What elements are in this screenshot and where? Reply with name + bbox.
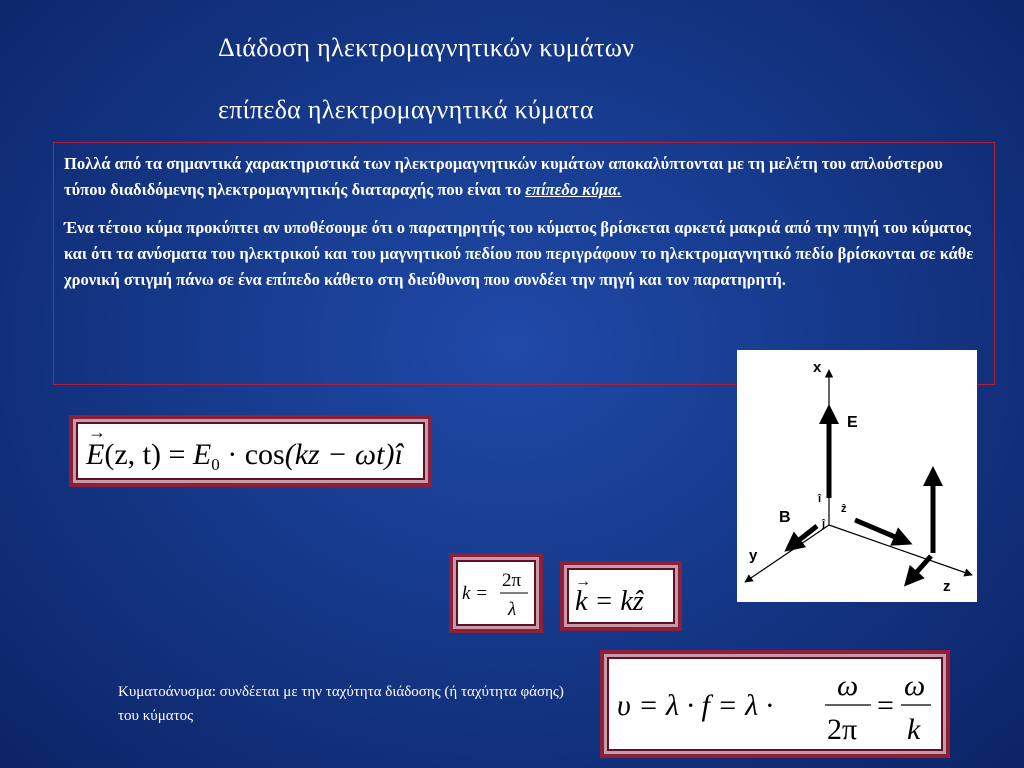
wave-vector-equation	[560, 561, 682, 631]
description-textbox	[53, 142, 995, 385]
eq-e-args: (z, t) =	[104, 438, 193, 471]
svg-text:E(z, t) = E0 · cos(kz − ωt)î	[85, 438, 404, 474]
eq-e-unit: î	[394, 438, 403, 471]
phase-velocity-equation	[600, 650, 950, 758]
unit-j-label: ĵ	[822, 518, 826, 530]
em-wave-axes-diagram	[737, 350, 977, 602]
wavenumber-equation	[449, 553, 543, 633]
propagation-arrow	[855, 520, 907, 542]
eq-v-frac2-num: ω	[904, 669, 926, 702]
eq-kvec-unit: ẑ	[632, 586, 644, 617]
axis-x-label: x	[813, 359, 822, 376]
field-b-label: B	[779, 509, 791, 526]
unit-i-label: î	[818, 493, 822, 505]
electric-field-equation	[69, 415, 432, 487]
eq-k-den: λ	[508, 599, 517, 620]
paragraph-plane-wave-text: Πολλά από τα σημαντικά χαρακτηριστικά των ηλεκτρομαγνητικών κυμάτων αποκαλύπτονται με τη μελέτη του απλούστερου τύπου διαδιδόμενης ηλεκτρομαγνητικής διαταραχής που είναι το	[64, 154, 943, 199]
eq-v-frac2-den: k	[907, 713, 921, 746]
eq-e-amp: E	[192, 438, 212, 471]
paragraph-observer: Ένα τέτοιο κύμα προκύπτει αν υποθέσουμε ότι ο παρατηρητής του κύματος βρίσκεται αρκετά μακριά από την πηγή του κύματος και ότι τα ανύσματα του ηλεκτρικού και του μαγνητικού πεδίου που περιγράφουν το ηλεκτρομαγνητικό πεδίο βρίσκονται σε κάθε χρονική στιγμή πάνω σε ένα επίπεδο κάθετο στη διεύθυνση που συνδέει την πηγή και τον παρατηρητή.	[64, 218, 974, 289]
slide-title: Διάδοση ηλεκτρομαγνητικών κυμάτων	[218, 33, 635, 62]
eq-e-phase: (kz − ωt)	[284, 438, 395, 471]
z-axis-line	[829, 525, 972, 575]
axis-y-label: y	[749, 547, 758, 564]
eq-k-num: 2π	[502, 570, 522, 591]
svg-text:k = kẑ	[575, 586, 645, 617]
eq-kvec-arrow: →	[575, 573, 591, 590]
b-field-arrow	[789, 526, 817, 548]
y-axis-line	[745, 525, 829, 582]
eq-e-arrow: →	[88, 424, 106, 442]
plane-wave-emphasis: επίπεδο κύμα.	[525, 180, 622, 199]
eq-v-equals: =	[877, 689, 894, 722]
eq-e-op: · cos	[219, 438, 285, 471]
eq-v-lhs: υ = λ · f = λ ·	[617, 689, 774, 722]
axis-z-label: z	[943, 578, 951, 595]
field-e-label: E	[847, 414, 858, 431]
eq-k-lhs: k =	[462, 583, 489, 604]
eq-v-frac1-num: ω	[837, 669, 859, 702]
eq-kvec-lhs: k	[575, 586, 588, 617]
eq-v-frac1-den: 2π	[827, 713, 858, 746]
eq-e-amp-sub: 0	[211, 455, 220, 474]
wave-vector-caption: Κυματοάνυσμα: συνδέεται με την ταχύτητα διάδοσης (ή ταχύτητα φάσης) του κύματος	[118, 684, 564, 724]
b-field-arrow-far	[908, 556, 931, 582]
unit-k-label: ẑ	[841, 503, 847, 515]
slide-subtitle: επίπεδα ηλεκτρομαγνητικά κύματα	[218, 95, 594, 124]
eq-e-lhs: E	[86, 438, 105, 471]
eq-kvec-rhs: = k	[587, 586, 633, 617]
paragraph-plane-wave	[64, 151, 980, 203]
